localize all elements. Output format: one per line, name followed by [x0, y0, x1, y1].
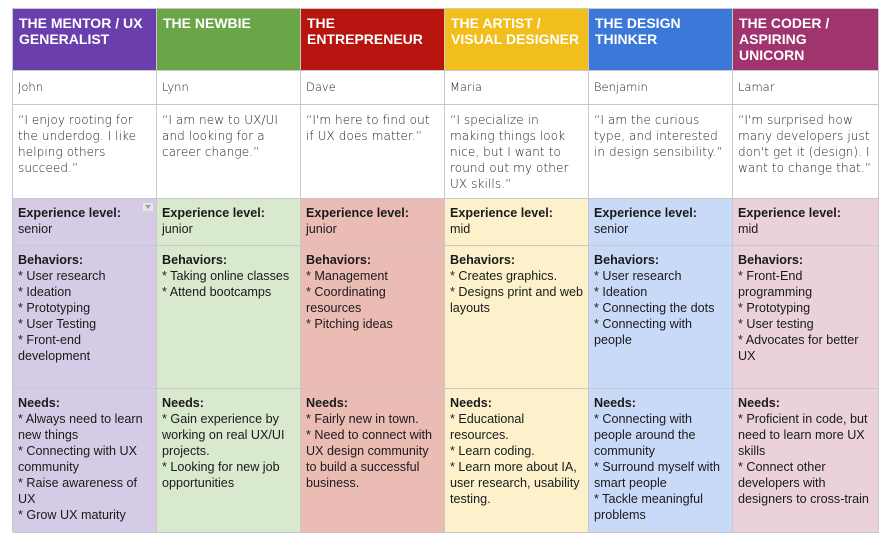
experience-cell[interactable]	[589, 199, 733, 246]
persona-name: John	[18, 80, 44, 94]
behaviors-label: Behaviors:	[18, 253, 84, 267]
header-title: THE NEWBIE	[163, 15, 251, 31]
needs-cell[interactable]	[733, 389, 879, 533]
behavior-item: * User testing	[738, 317, 814, 331]
behaviors-cell[interactable]	[301, 246, 445, 389]
need-item: * Looking for new job opportunities	[162, 460, 280, 490]
needs-cell[interactable]	[301, 389, 445, 533]
behavior-item: * User research	[18, 269, 106, 283]
need-item: * Gain experience by working on real UX/UI projects.	[162, 412, 285, 458]
need-item: * Learn more about IA, user research, usability testing.	[450, 460, 580, 506]
experience-label: Experience level:	[594, 206, 697, 220]
persona-quote-cell[interactable]	[301, 105, 445, 199]
behavior-item: * Front-End programming	[738, 269, 813, 299]
behaviors-cell[interactable]	[445, 246, 589, 389]
persona-name-cell[interactable]	[733, 71, 879, 105]
needs-label: Needs:	[594, 396, 636, 410]
experience-cell[interactable]	[733, 199, 879, 246]
persona-quote: “I'm surprised how many developers just don't get it (design). I want to change that.”	[738, 113, 872, 175]
behavior-item: * Attend bootcamps	[162, 285, 272, 299]
behavior-item: * Ideation	[18, 285, 72, 299]
experience-label: Experience level:	[18, 206, 121, 220]
behavior-item: * Coordinating resources	[306, 285, 386, 315]
behavior-item: * Front-end development	[18, 333, 91, 363]
behavior-item: * User Testing	[18, 317, 97, 331]
persona-quote: “I enjoy rooting for the underdog. I like helping others succeed.”	[18, 113, 137, 175]
experience-value: mid	[450, 222, 471, 236]
behavior-item: * Management	[306, 269, 388, 283]
experience-value: mid	[738, 222, 759, 236]
needs-label: Needs:	[162, 396, 204, 410]
needs-cell[interactable]	[13, 389, 157, 533]
need-item: * Learn coding.	[450, 444, 535, 458]
header-title: THE CODER / ASPIRING UNICORN	[739, 15, 830, 63]
behavior-item: * Advocates for better UX	[738, 333, 859, 363]
header-coder[interactable]	[733, 9, 879, 71]
need-item: * Always need to learn new things	[18, 412, 143, 442]
behavior-item: * Prototyping	[18, 301, 91, 315]
behavior-item: * Designs print and web layouts	[450, 285, 584, 315]
behavior-item: * Pitching ideas	[306, 317, 393, 331]
persona-quote-cell[interactable]	[733, 105, 879, 199]
dropdown-arrow-icon[interactable]	[143, 203, 153, 211]
experience-cell[interactable]	[445, 199, 589, 246]
experience-cell[interactable]	[157, 199, 301, 246]
need-item: * Connecting with people around the community	[594, 412, 696, 458]
needs-label: Needs:	[738, 396, 780, 410]
persona-name: Lamar	[738, 80, 775, 94]
experience-label: Experience level:	[450, 206, 553, 220]
need-item: * Need to connect with UX design community to build a successful business.	[306, 428, 433, 490]
need-item: * Educational resources.	[450, 412, 525, 442]
need-item: * Proficient in code, but need to learn more UX skills	[738, 412, 868, 458]
behavior-item: * Taking online classes	[162, 269, 290, 283]
behaviors-label: Behaviors:	[738, 253, 804, 267]
behaviors-cell[interactable]	[589, 246, 733, 389]
persona-quote-cell[interactable]	[445, 105, 589, 199]
need-item: * Connecting with UX community	[18, 444, 138, 474]
experience-label: Experience level:	[162, 206, 265, 220]
behavior-item: * Connecting the dots	[594, 301, 715, 315]
behaviors-cell[interactable]	[733, 246, 879, 389]
persona-quote: “I specialize in making things look nice, but I want to round out my other UX skills.”	[450, 113, 569, 191]
behaviors-cell[interactable]	[157, 246, 301, 389]
need-item: * Tackle meaningful problems	[594, 492, 703, 522]
experience-value: senior	[594, 222, 629, 236]
header-mentor[interactable]	[13, 9, 157, 71]
behaviors-cell[interactable]	[13, 246, 157, 389]
persona-name-cell[interactable]	[157, 71, 301, 105]
persona-name-cell[interactable]	[301, 71, 445, 105]
persona-name: Maria	[450, 80, 482, 94]
experience-value: junior	[162, 222, 193, 236]
needs-label: Needs:	[18, 396, 60, 410]
header-artist[interactable]	[445, 9, 589, 71]
experience-cell[interactable]	[301, 199, 445, 246]
behavior-item: * Connecting with people	[594, 317, 693, 347]
experience-cell[interactable]	[13, 199, 157, 246]
behaviors-label: Behaviors:	[594, 253, 660, 267]
behavior-item: * Creates graphics.	[450, 269, 558, 283]
needs-label: Needs:	[306, 396, 348, 410]
need-item: * Connect other developers with designers to cross-train	[738, 460, 869, 506]
behavior-item: * User research	[594, 269, 682, 283]
persona-name: Dave	[306, 80, 336, 94]
header-design-thinker[interactable]	[589, 9, 733, 71]
header-title: THE ARTIST / VISUAL DESIGNER	[451, 15, 580, 47]
behaviors-label: Behaviors:	[306, 253, 372, 267]
persona-quote-cell[interactable]	[157, 105, 301, 199]
behavior-item: * Ideation	[594, 285, 648, 299]
persona-name: Benjamin	[594, 80, 648, 94]
persona-name: Lynn	[162, 80, 189, 94]
experience-label: Experience level:	[738, 206, 841, 220]
header-title: THE ENTREPRENEUR	[307, 15, 423, 47]
persona-quote-cell[interactable]	[13, 105, 157, 199]
experience-value: junior	[306, 222, 337, 236]
persona-name-cell[interactable]	[13, 71, 157, 105]
persona-quote: “I'm here to find out if UX does matter.”	[306, 113, 430, 143]
needs-cell[interactable]	[445, 389, 589, 533]
experience-value: senior	[18, 222, 53, 236]
header-entrepreneur[interactable]	[301, 9, 445, 71]
experience-label: Experience level:	[306, 206, 409, 220]
need-item: * Surround myself with smart people	[594, 460, 720, 490]
persona-quote: “I am new to UX/UI and looking for a career change.”	[162, 113, 279, 159]
need-item: * Grow UX maturity	[18, 508, 126, 522]
persona-quote: “I am the curious type, and interested in design sensibility.”	[594, 113, 723, 159]
behaviors-label: Behaviors:	[162, 253, 228, 267]
needs-label: Needs:	[450, 396, 492, 410]
header-newbie[interactable]	[157, 9, 301, 71]
need-item: * Fairly new in town.	[306, 412, 419, 426]
persona-quote-cell[interactable]	[589, 105, 733, 199]
needs-cell[interactable]	[157, 389, 301, 533]
needs-cell[interactable]	[589, 389, 733, 533]
persona-grid	[12, 8, 878, 532]
persona-name-cell[interactable]	[589, 71, 733, 105]
behavior-item: * Prototyping	[738, 301, 811, 315]
need-item: * Raise awareness of UX	[18, 476, 138, 506]
behaviors-label: Behaviors:	[450, 253, 516, 267]
header-title: THE MENTOR / UX GENERALIST	[19, 15, 143, 47]
header-title: THE DESIGN THINKER	[595, 15, 681, 47]
persona-name-cell[interactable]	[445, 71, 589, 105]
